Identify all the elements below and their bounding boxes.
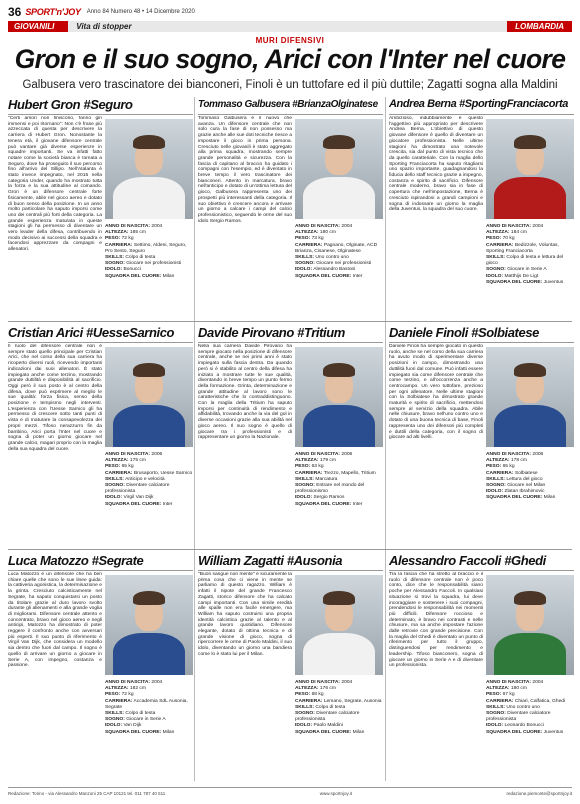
stat-value: Bonucci [123,267,141,273]
player-photo [295,347,383,447]
stat-label: ALTEZZA: [486,458,510,464]
player-bio: Il ruolo del difensore centrale non è sempre stato quello principale per Cristian Arici, che nel corso della sua carriera ha ricoperto diversi ruoli, ricevendo importanti indicazioni dai suoi allenatori. È stato impiegato anche come terzino, mostrando grande duttilità e disponibilità al sacrificio. Oggi però il suo posto è al centro della difesa, dove può esprimere al meglio le sue qualità: forza fisica, senso della posizione e tempismo negli interventi. L'esperienza con l'Uesse Sarnico gli ha permesso di crescere sotto tanti punti di vista e di maturare la consapevolezza dei propri mezzi. Tifoso nerazzurro fin da bambino, Arici porta l'Inter nel cuore e sogna di poter un giorno giocare nel grande calcio, magari proprio con la maglia della sua squadra del cuore. [8,344,102,452]
region-label: LOMBARDIA [507,21,572,32]
row-divider [8,321,572,322]
stat-line [105,274,193,280]
stat-label: SKILLS: [105,255,125,261]
stat-value: Milan [352,729,365,735]
player-hair [133,363,165,377]
stat-label: ALTEZZA: [295,686,319,692]
stat-line [105,730,193,736]
player-jersey [113,633,185,675]
player-photo [295,575,383,675]
player-jersey [303,405,375,447]
stat-value: Alessandro Bastoni [313,267,356,273]
player-stats [105,680,193,736]
player-photo [295,119,383,219]
stat-label: CARRIERA: [486,470,514,476]
page-header [8,4,572,20]
player-name: William Zagatti #Ausonia [198,553,383,571]
stat-label: SKILLS: [295,255,315,261]
stat-value: Trezzo, Mapello, Tritium [323,470,376,476]
stat-label: ANNO DI NASCITA: [295,452,341,457]
player-bio: "Certi amori non finiscono, fanno giri immensi e poi ritornano": Non c'è frase più azzeccata di questa per descrivere la carriera di Hubert Gron. Nonostante la tenera età, il giovane difensore centrale può vantare già diverse esperienze in squadre importanti. Se va infatti fatto notare come la società bianca è tornata a Seguro, dove ha proseguito il suo percorso fino all'arrivo del Sillipo. Nell'Atalanta è stato invece impegnato, nel 2015 nella categoria Under, quando ha mostrato tutta la forza e la sua attitudine al comando. Gron è un difensore centrale forte fisicamente, abile nel gioco aereo e dotato di buon senso della posizione. In un anno molto particolare ha saputo imporsi come uno dei centrali più forti della categoria. La grande esperienza maturata in queste stagioni gli ha permesso di diventare un vero leader della difesa, contribuendo in modo decisivo ai successi della squadra e facendosi apprezzare da compagni e allenatori. [8,116,102,253]
player-name: Alessandro Faccoli #Ghedi [389,553,574,571]
stat-label: ANNO DI NASCITA: [486,452,532,457]
player-jersey [494,177,566,219]
stat-label: IDOLO: [105,267,123,273]
stat-value: 73 kg [311,236,324,242]
stat-value: 180 cm [319,230,336,236]
stat-value: Uno contro uno [315,255,349,261]
player-bio: Tra la fascia che ha stretto al braccio e il ruolo di difensore centrale non è poco conto, dice che le responsabilità siano poche per Alessandro Faccoli. In qualsiasi situazione si trovi la squadra, lui deve incoraggiare e sostenere i suoi compagni, prendendosi le responsabilità nei momenti più difficili. Difensore roccioso e determinato, è bravo nei contrasti e nelle chiusure, ma sa anche impostare l'azione dalle retrovie con grande precisione. Con la maglia del Ghedi è diventato un punto di riferimento per tutto il gruppo, distinguendosi per rendimento e leadership. Tifoso bianconero, sogna di giocare un giorno in Serie A e di diventare un professionista. [389,572,483,669]
stat-value: Inter [352,501,363,507]
stat-value: Solbiatese [514,470,538,476]
player-stats [105,224,193,280]
footer-address: Redazione: Torino - via Alessandro Manzoni 25 CAP 10121 tel. 011 787 40 511 [8,790,166,796]
stat-label: SKILLS: [295,704,315,710]
stat-value: Brusaporto, Uesse Sarnico [133,470,193,476]
stat-line [105,699,193,711]
stat-value: 2006 [151,452,163,457]
stat-value: 65 kg [121,464,134,470]
stat-value: Uno contro uno [506,704,540,710]
stat-value: Giocare nei professionisti [126,261,182,267]
stat-line [486,495,574,501]
stat-value: Lettura del gioco [506,476,543,482]
stat-line [295,730,383,736]
stat-line [486,255,574,267]
player-name: Tommaso Galbusera #BrianzaOlginatese [198,97,383,115]
player-card [198,553,383,781]
stat-line [295,502,383,508]
stat-value: 2004 [532,680,544,685]
player-stats [486,224,574,286]
stat-label: ALTEZZA: [486,230,510,236]
issue-info: Anno 84 Numero 48 • 14 Dicembre 2020 [86,9,195,15]
player-bio: Ambizioso, indubbiamente è questo l'aggettivo più appropriato per descrivere Andrea Berna. L'obiettivo di questo giovane difensore è quello di diventare un giocatore professionista. Nelle ultime stagioni ha dimostrato una notevole crescita, sia dal punto di vista tecnico che da quello caratteriale. Con la maglia dello Sporting Franciacorta ha saputo ritagliarsi uno spazio importante, guadagnandosi la fiducia dello staff tecnico grazie a impegno, costanza e spirito di sacrificio. Difensore centrale moderno, bravo sia in fase di copertura che nell'impostazione, Berna è cresciuto ispirandosi a grandi campioni e sogna di indossare un giorno la maglia della Juventus, la squadra del suo cuore. [389,116,483,213]
stat-value: Bedizzole, Voluntas, Sporting Franciacorta [486,242,559,254]
stat-label: ALTEZZA: [295,458,319,464]
stat-line [486,730,574,736]
player-card [389,97,574,325]
stat-value: Zlatan Ibrahimovic [504,489,545,495]
stat-line [486,711,574,723]
stat-label: SQUADRA DEL CUORE: [486,495,543,501]
player-name: Andrea Berna #SportingFranciacorta [389,97,574,115]
stat-value: 175 cm [129,458,146,464]
stat-label: ANNO DI NASCITA: [105,680,151,685]
stat-value: Colpo di testa e lettura del gioco [486,255,564,267]
stat-label: PESO: [295,236,311,242]
stat-label: ANNO DI NASCITA: [295,224,341,229]
stat-label: CARRIERA: [486,242,514,248]
stat-label: SKILLS: [105,476,125,482]
stat-label: PESO: [105,236,121,242]
stat-value: Pagnano, Olginate, ACD Brianza, Cisanese, Olginatese [295,242,378,254]
player-card [8,553,193,781]
player-stats [295,452,383,508]
stat-label: ALTEZZA: [486,686,510,692]
player-name: Daniele Finoli #Solbiatese [389,325,574,343]
stat-label: SKILLS: [486,255,506,261]
player-hair [133,135,165,149]
stat-value: 185 cm [129,230,146,236]
stat-label: IDOLO: [105,723,123,729]
player-card [8,97,193,325]
stat-label: SQUADRA DEL CUORE: [295,501,352,507]
section-band [8,21,572,32]
stat-label: IDOLO: [486,489,504,495]
player-jersey [303,177,375,219]
stat-value: 2006 [341,452,353,457]
stat-label: ALTEZZA: [105,686,129,692]
stat-value: Colpo di testa [125,711,156,717]
stat-label: IDOLO: [295,723,313,729]
stat-label: SOGNO: [486,267,506,273]
player-hair [323,363,355,377]
stat-label: IDOLO: [486,273,504,279]
section-label: GIOVANILI [8,21,68,32]
player-hair [514,363,546,377]
stat-line [295,243,383,255]
stat-value: Virgil Van Dijk [123,495,154,501]
stat-label: IDOLO: [486,723,504,729]
stat-label: SOGNO: [295,261,315,267]
player-name: Cristian Arici #UesseSarnico [8,325,193,343]
player-jersey [494,405,566,447]
stat-label: SOGNO: [486,711,506,717]
stat-value: 2004 [341,224,353,229]
stat-label: SQUADRA DEL CUORE: [105,273,162,279]
stat-value: 2004 [151,224,163,229]
stat-label: CARRIERA: [295,470,323,476]
stat-line [486,243,574,255]
stat-value: Giocare in Serie A [126,717,166,723]
stat-value: 2006 [532,452,544,457]
stat-label: PESO: [486,236,502,242]
stat-label: CARRIERA: [105,470,133,476]
stat-label: SKILLS: [295,476,315,482]
stat-label: ALTEZZA: [105,458,129,464]
player-stats [486,680,574,736]
stat-value: 63 kg [311,464,324,470]
stat-value: 2004 [532,224,544,229]
stat-value: Van Dijk [123,723,142,729]
player-bio: "Buon sangue non mente" è sicuramente la prima cosa che ci viene in mente se parliamo di questo ragazzo. William è infatti il nipote del grande Francesco Zagatti, storico difensore che ha calcato campi importanti. Con una simile eredità alle spalle non era facile emergere, ma William ha saputo costruirsi una propria identità calcistica grazie al talento e al grande lavoro quotidiano. Difensore elegante, dotato di ottima tecnica e di grande visione di gioco, sogna di ripercorrere le orme di Paolo Maldini, il suo idolo, diventando un giorno una bandiera come lo è stato lui per il Milan. [198,572,292,657]
stat-label: ALTEZZA: [105,230,129,236]
stat-value: 184 cm [510,230,527,236]
player-jersey [113,177,185,219]
footer-email: redazione.piemonte@sportnjoy.it [506,790,572,796]
stat-value: Giocare nel Milan [507,483,546,489]
stat-value: 176 cm [319,686,336,692]
stat-label: ANNO DI NASCITA: [486,224,532,229]
player-photo [105,575,193,675]
article-headline: Gron e il suo sogno, Arici con l'Inter nel cuore [14,44,566,74]
article-subheadline: Galbusera vero trascinatore dei bianconeri, Finoli è un tuttofare ed il più duttile; Zagatti sogna alla Maldini [22,79,558,91]
stat-value: 68 kg [311,692,324,698]
player-name: Luca Matozzo #Segrate [8,553,193,571]
player-hair [133,591,165,605]
player-hair [323,591,355,605]
stat-label: PESO: [295,464,311,470]
stat-value: Anticipo e velocità [125,476,165,482]
player-card [389,325,574,553]
stat-line [105,243,193,255]
player-stats [295,224,383,280]
stat-value: Matthijs De Ligt [504,273,539,279]
player-name: Hubert Gron #Seguro [8,97,193,115]
stat-label: SQUADRA DEL CUORE: [295,729,352,735]
stat-value: Accademia SdL Ausonia, Segrate [105,698,188,710]
stat-label: SOGNO: [295,711,315,717]
publication-logo: SPORT'n'JOY [25,7,81,17]
stat-label: SOGNO: [486,483,506,489]
stat-label: PESO: [295,692,311,698]
player-photo [105,119,193,219]
player-stats [295,680,383,736]
player-bio: Daniele Finoli ha sempre giocato in questo ruolo, anche se nel corso della sua carriera ha avuto modo di sperimentare diverse posizioni in campo, dimostrando una duttilità fuori dal comune. Può infatti essere impiegato sia come difensore centrale che come terzino, e all'occorrenza anche a centrocampo. Un vero tuttofare, prezioso per ogni allenatore. Nelle ultime stagioni con la Solbiatese ha dimostrato grande maturità e spirito di sacrificio, mettendosi sempre al servizio della squadra. Abile nelle chiusure, bravo nell'uno contro uno e dotato di una buona tecnica di base, Finoli rappresenta uno dei difensori più completi e duttili della categoria, con il sogno di giocare ad alti livelli. [389,344,483,441]
stat-label: CARRIERA: [486,698,514,704]
stat-value: Marcatura [315,476,338,482]
stat-label: SQUADRA DEL CUORE: [295,273,352,279]
stat-label: SQUADRA DEL CUORE: [486,729,543,735]
column-divider [194,97,195,781]
stat-label: PESO: [486,692,502,698]
stat-value: 72 kg [121,692,134,698]
stat-label: CARRIERA: [295,242,323,248]
player-name: Davide Pirovano #Tritium [198,325,383,343]
player-photo [486,119,574,219]
player-card [389,553,574,781]
stat-label: ANNO DI NASCITA: [105,224,151,229]
stat-value: Colpo di testa [125,255,156,261]
stat-label: SOGNO: [105,717,125,723]
stat-value: 179 cm [319,458,336,464]
subsection-label: Vita di stopper [68,21,507,32]
stat-label: IDOLO: [105,495,123,501]
stat-line [295,483,383,495]
stat-value: Sergio Ramos [313,495,345,501]
stat-value: 2004 [151,680,163,685]
player-bio: Luca Matozzo è un difensore che ha ben chiare quelle che sono le sue linee guida: la cattiveria agonistica, la determinazione e la grinta. Cresciuto calcisticamente nel Segrate, ha saputo conquistarsi un posto da titolare grazie al duro lavoro svolto durante gli allenamenti e alla grande voglia di migliorarsi. Difensore centrale attento e concentrato, bravo nel gioco aereo e negli anticipi, Matozzo ha dimostrato di poter reggere il confronto anche con avversari più esperti. Il suo punto di riferimento è Virgil Van Dijk, che considera un modello sia dentro che fuori dal campo. Il sogno è quello di arrivare un giorno a giocare in Serie A, con impegno, costanza e passione. [8,572,102,669]
player-stats [486,452,574,502]
stat-label: SQUADRA DEL CUORE: [105,729,162,735]
player-card [198,325,383,553]
player-photo [105,347,193,447]
stat-label: ALTEZZA: [295,230,319,236]
player-jersey [494,633,566,675]
player-hair [323,135,355,149]
stat-value: Lemano, Segrate, Ausonia [323,698,382,704]
page-footer [8,787,572,798]
stat-label: PESO: [105,692,121,698]
stat-value: 70 kg [502,236,515,242]
page-number: 36 [8,5,22,19]
stat-value: Juventus [543,729,564,735]
player-hair [514,591,546,605]
stat-value: Milan [162,273,175,279]
stat-label: SOGNO: [105,261,125,267]
stat-label: ANNO DI NASCITA: [105,452,151,457]
column-divider [385,97,386,781]
stat-value: Giocare in Serie A [507,267,547,273]
stat-value: Giocare nei professionisti [316,261,372,267]
player-jersey [113,405,185,447]
stat-label: CARRIERA: [105,242,133,248]
stat-value: Diventare calciatore professionista [486,711,551,723]
stat-label: IDOLO: [295,267,313,273]
stat-value: 182 cm [129,686,146,692]
player-card [198,97,383,325]
stat-label: IDOLO: [295,495,313,501]
stat-value: 180 cm [510,686,527,692]
article-kicker: MURI DIFENSIVI [255,36,325,45]
stat-value: 67 kg [502,692,515,698]
stat-line [486,280,574,286]
stat-label: SKILLS: [486,704,506,710]
stat-value: 65 kg [502,464,515,470]
stat-label: SKILLS: [105,711,125,717]
stat-value: Paolo Maldini [313,723,343,729]
stat-value: 178 cm [510,458,527,464]
stat-value: Milan [162,729,175,735]
stat-label: PESO: [105,464,121,470]
stat-value: Inter [162,501,173,507]
stat-line [295,274,383,280]
stat-label: SQUADRA DEL CUORE: [105,501,162,507]
stat-value: Diventare calciatore professionista [105,483,170,495]
stat-label: SQUADRA DEL CUORE: [486,279,543,285]
player-photo [486,347,574,447]
stat-label: SOGNO: [295,483,315,489]
stat-label: PESO: [486,464,502,470]
stat-value: Leonardo Bonucci [504,723,544,729]
stat-value: 2004 [341,680,353,685]
stat-value: Diventare calciatore professionista [295,711,360,723]
stat-value: Settimo, Aldeni, Seguro, Pro Sesto, Seguro [105,242,187,254]
stat-value: Milan [543,495,556,501]
stat-value: 72 kg [121,236,134,242]
player-bio: Tommaso Galbusera è il nuovo che avanza. Un difensore centrale che non solo cura la fase di non possesso ma grazie anche alle sue doti tecniche riesce a impostare il gioco in prima persona. Cresciuto nelle giovanili è stato aggregato alla prima squadra, mostrando sempre grande personalità e sicurezza. Con la fascia di capitano al braccio ha guidato i compagni con l'esempio, ed è diventato in breve tempo il vero trascinatore dei bianconeri. Attento in marcatura, bravo nell'anticipo e dotato di un'ottima lettura del gioco, Galbusera rappresenta uno dei prospetti più interessanti della categoria. Il suo obiettivo è crescere ancora e arrivare un giorno a calcare i campi del calcio professionistico, seguendo le orme del suo idolo Sergio Ramos. [198,116,292,224]
player-stats [105,452,193,508]
stat-label: ANNO DI NASCITA: [295,680,341,685]
stat-label: CARRIERA: [105,698,133,704]
player-bio: Nella sua carriera Davide Pirovano ha sempre giocato nella posizione di difensore centrale, anche se nei primi anni è stato impiegato sulla fascia destra. Da quando però si è stabilito al centro della difesa ha iniziato a mostrare tutte le sue qualità, diventando in breve tempo un punto fermo della formazione. Grinta, determinazione e grande attitudine al lavoro sono le caratteristiche che lo contraddistinguono. Con la maglia della Tritium ha saputo imporsi per continuità di rendimento e affidabilità, trovando anche la via del gol in diverse occasioni grazie alla sua abilità nel gioco aereo. Il suo sogno è quello di giocare tra i professionisti e di rappresentare un giorno la Nazionale. [198,344,292,441]
player-card [8,325,193,553]
stat-label: ANNO DI NASCITA: [486,680,532,685]
stat-line [105,483,193,495]
stat-label: CARRIERA: [295,698,323,704]
stat-value: Inter [352,273,363,279]
player-jersey [303,633,375,675]
stat-value: Chiari, Calfatica, Ghedi [514,698,566,704]
footer-website: www.sportnjoy.it [319,790,352,796]
stat-label: SKILLS: [486,476,506,482]
row-divider [8,549,572,550]
stat-line [295,711,383,723]
stat-value: Entrare nel mondo del professionismo [295,483,365,495]
stat-line [105,502,193,508]
stat-value: Colpo di testa [315,704,346,710]
stat-value: Juventus [543,279,564,285]
player-hair [514,135,546,149]
player-photo [486,575,574,675]
stat-label: SOGNO: [105,483,125,489]
